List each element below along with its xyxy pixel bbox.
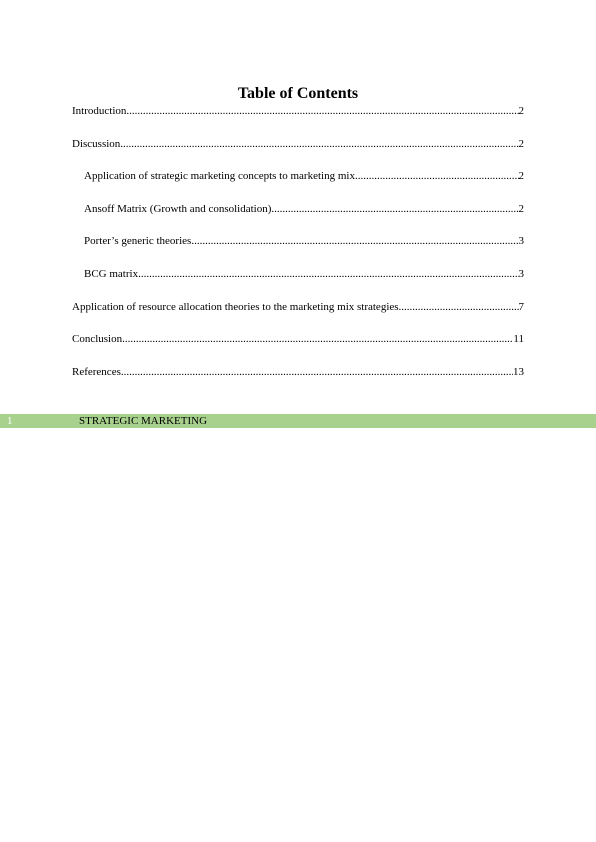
toc-entry-text[interactable]: Application of strategic marketing concepts to marketing mix xyxy=(84,170,355,183)
toc-leader-dots xyxy=(355,168,519,184)
toc-entry-references[interactable] xyxy=(72,364,524,380)
toc-entry-conclusion[interactable] xyxy=(72,331,524,347)
toc-entry-introduction[interactable] xyxy=(72,103,524,119)
footer-page-number: 1 xyxy=(7,415,13,427)
toc-page-number: 2 xyxy=(518,105,524,117)
footer-title: STRATEGIC MARKETING xyxy=(79,415,208,427)
toc-leader-dots xyxy=(120,136,518,152)
toc-page-number: 3 xyxy=(518,267,524,280)
toc-leader-dots xyxy=(271,201,518,217)
toc-entry-porters-generic-theories[interactable] xyxy=(72,233,524,249)
toc-leader-dots xyxy=(126,103,518,119)
toc-entry-text[interactable]: Introduction xyxy=(72,105,127,117)
toc-title: Table of Contents xyxy=(237,85,359,102)
toc-entry-text[interactable]: Discussion xyxy=(72,137,121,150)
toc-entry-text[interactable]: Ansoff Matrix (Growth and consolidation) xyxy=(84,202,272,215)
toc-entry-text[interactable]: Conclusion xyxy=(72,333,123,346)
toc-leader-dots xyxy=(121,364,513,380)
toc-entry-discussion[interactable] xyxy=(72,136,524,152)
toc-entry-text[interactable]: Porter’s generic theories xyxy=(84,235,192,248)
toc-page-number: 2 xyxy=(518,202,524,215)
toc-entry-ansoff-matrix[interactable] xyxy=(72,201,524,217)
toc-page-number: 11 xyxy=(513,333,524,346)
toc-entry-bcg-matrix[interactable] xyxy=(72,266,524,282)
toc-list xyxy=(72,103,524,396)
toc-page-number: 7 xyxy=(518,300,524,313)
toc-page-number: 2 xyxy=(518,137,524,150)
toc-leader-dots xyxy=(399,299,519,315)
toc-leader-dots xyxy=(138,266,518,282)
toc-entry-application-strategic-concepts[interactable] xyxy=(72,168,524,184)
footer-bar xyxy=(0,414,596,428)
toc-leader-dots xyxy=(191,233,518,249)
toc-entry-resource-allocation[interactable] xyxy=(72,299,524,315)
toc-entry-text[interactable]: Application of resource allocation theories to the marketing mix strategies xyxy=(72,300,399,313)
toc-page-number: 3 xyxy=(518,235,524,248)
toc-entry-text[interactable]: BCG matrix xyxy=(84,267,139,280)
toc-page-number: 13 xyxy=(513,365,524,378)
toc-page-number: 2 xyxy=(518,170,524,183)
toc-entry-text[interactable]: References xyxy=(72,365,121,378)
toc-leader-dots xyxy=(122,331,513,347)
